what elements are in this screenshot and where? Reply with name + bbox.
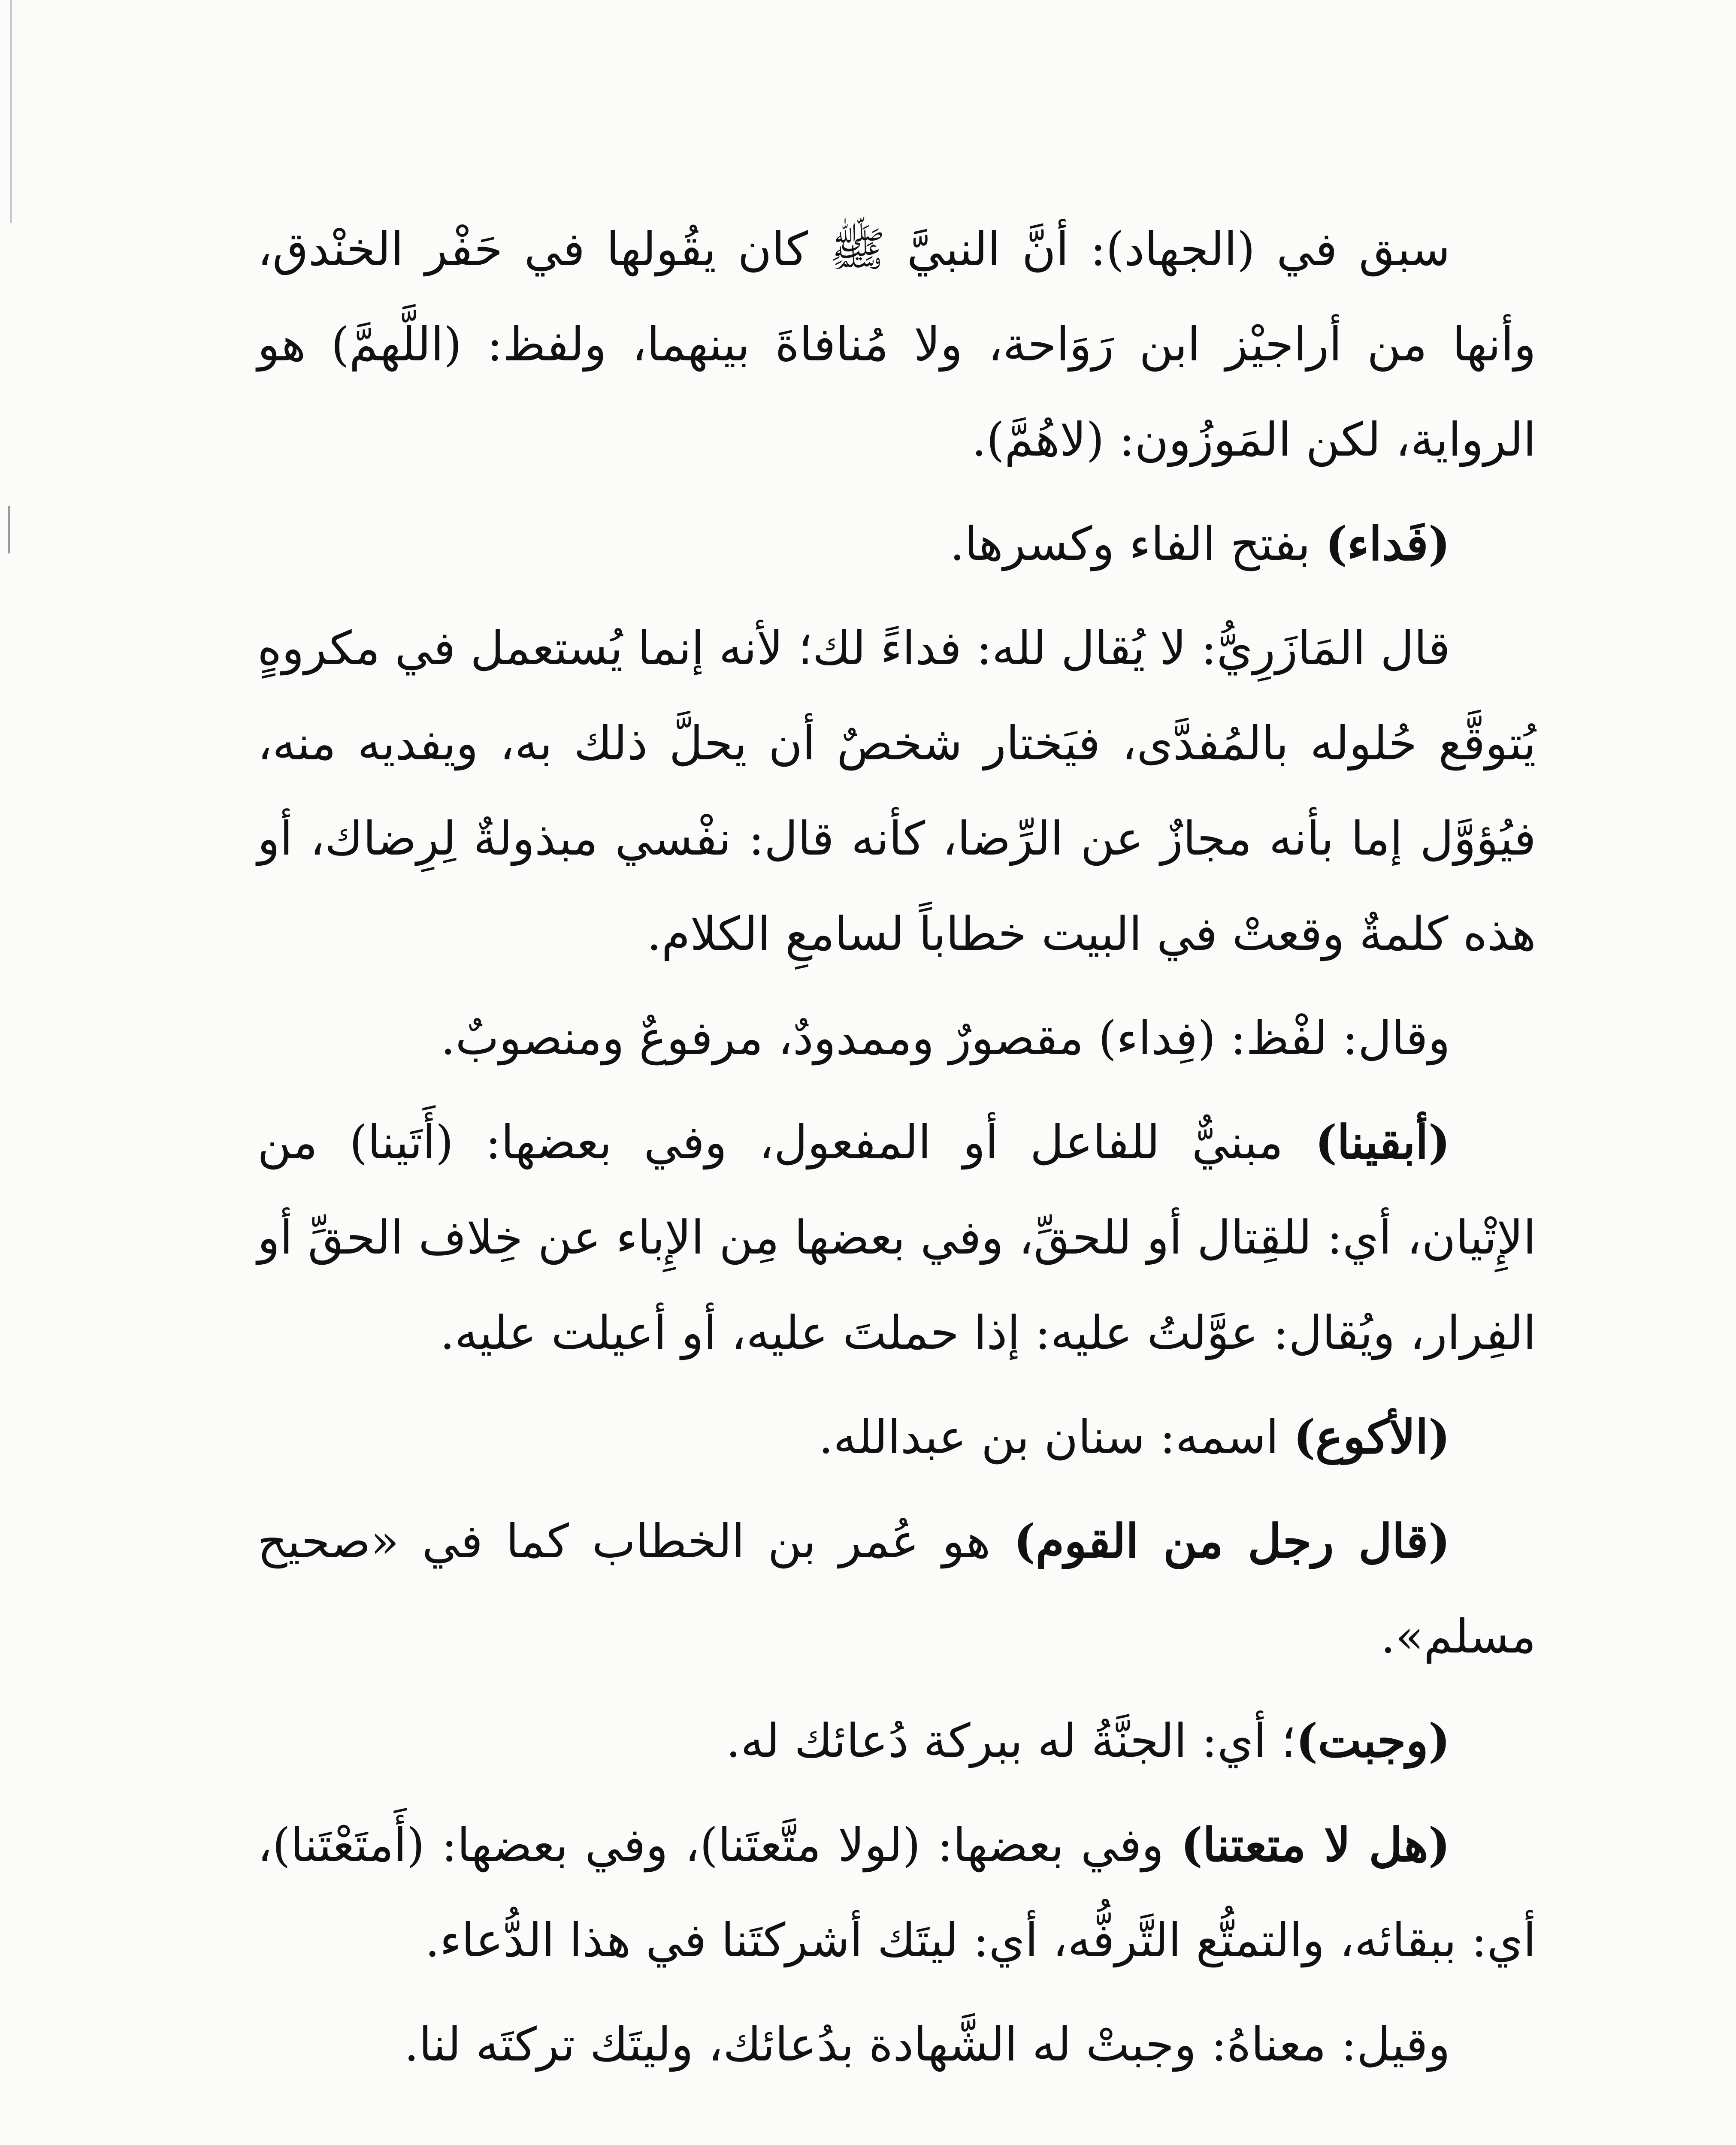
paragraph-text: مبنيٌّ للفاعل أو المفعول، وفي بعضها: (أَتَينا) من الإِتْيان، أي: للقِتال أو للحقِّ، وفي بعضها مِن الإِباء عن خِلاف الحقِّ أو الفِرار، ويُقال: عوَّلتُ عليه: إذا حملتَ عليه، أو أعيلت عليه.: [257, 1116, 1536, 1360]
paragraph: [257, 496, 1536, 592]
paragraph-text: اسمه: سنان بن عبدالله.: [818, 1411, 1294, 1464]
paragraph-keyword: (فَداء): [1325, 517, 1450, 571]
paragraph: [257, 202, 1536, 488]
scan-edge-mark: [10, 0, 12, 223]
paragraph-text: سبق في (الجهاد): أنَّ النبيَّ ﷺ كان يقُولها في حَفْر الخنْدق، وأنها من أراجيْز ابن رَوَاحة، ولا مُنافاةَ بينهما، ولفظ: (اللَّهمَّ) هو الرواية، لكن المَوزُون: (لاهُمَّ).: [257, 223, 1536, 467]
paragraph-keyword: (هل لا متعتنا): [1180, 1818, 1450, 1872]
paragraph-keyword: (أبقينا): [1315, 1115, 1450, 1169]
paragraph: [257, 1997, 1536, 2093]
paragraph: [257, 1693, 1536, 1789]
paragraph: [257, 1494, 1536, 1685]
paragraph: [257, 1095, 1536, 1381]
paragraph-keyword: (وجبت): [1296, 1714, 1450, 1768]
scan-edge-mark: [8, 506, 10, 553]
paragraph-text: وقيل: معناهُ: وجبتْ له الشَّهادة بدُعائك، وليتَك تركتَه لنا.: [404, 2018, 1450, 2072]
page-body-text: [257, 202, 1536, 2093]
paragraph-text: وفي بعضها: (لولا متَّعتَنا)، وفي بعضها: (أَمتَعْتَنا)، أي: ببقائه، والتمتُّع التَّرفُّه، أي: ليتَك أشركتَنا في هذا الدُّعاء.: [257, 1819, 1536, 1967]
paragraph: [257, 1390, 1536, 1485]
paragraph-text: هو عُمر بن الخطاب كما في «صحيح مسلم».: [257, 1515, 1536, 1664]
paragraph: [257, 1798, 1536, 1988]
paragraph: [257, 601, 1536, 982]
paragraph-text: بفتح الفاء وكسرها.: [950, 517, 1325, 571]
paragraph: [257, 991, 1536, 1086]
paragraph-text: قال المَازَرِيُّ: لا يُقال لله: فداءً لك؛ لأنه إنما يُستعمل في مكروهٍ يُتوقَّع حُلوله بالمُفدَّى، فيَختار شخصٌ أن يحلَّ ذلك به، ويفديه منه، فيُؤوَّل إما بأنه مجازٌ عن الرِّضا، كأنه قال: نفْسي مبذولةٌ لِرِضاك، أو هذه كلمةٌ وقعتْ في البيت خطاباً لسامعِ الكلام.: [257, 622, 1536, 961]
paragraph-text: ؛ أي: الجنَّةُ له ببركة دُعائك له.: [726, 1714, 1296, 1768]
paragraph-text: وقال: لفْظ: (فِداء) مقصورٌ وممدودٌ، مرفوعٌ ومنصوبٌ.: [440, 1012, 1450, 1065]
paragraph-keyword: (الأكوع): [1293, 1410, 1450, 1464]
paragraph-keyword: (قال رجل من القوم): [1013, 1514, 1450, 1568]
